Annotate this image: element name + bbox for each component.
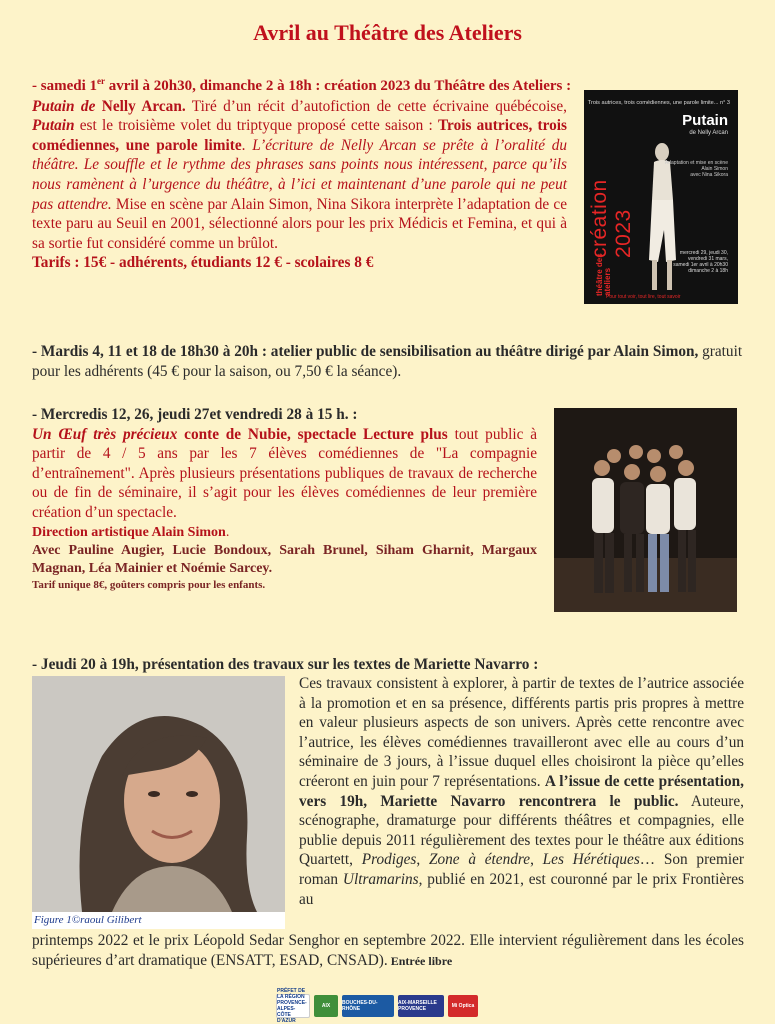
poster-author: de Nelly Arcan — [689, 130, 728, 136]
poster-theatre-label: théâtre des ateliers — [595, 253, 612, 296]
section-atelier: - Mardis 4, 11 et 18 de 18h30 à 20h : atelier public de sensibilisation au théâtre dirigé par Alain Simon, gratuit pour les adhérents (45 € pour la saison, ou 7,50 € la séance). — [32, 343, 743, 380]
poster-footer: Pour tout voir, tout lire, tout savoir — [606, 294, 681, 300]
mariette-navarro-portrait — [32, 676, 285, 929]
group-photo — [554, 408, 737, 612]
partner-logos — [276, 988, 502, 1024]
section-heading: - samedi 1er avril à 20h30, dimanche 2 à 18h : création 2023 du Théâtre des Ateliers : — [32, 76, 572, 94]
prefet-logo: PRÉFET DE LA RÉGION PROVENCE-ALPES-CÔTE D'AZUR — [276, 994, 310, 1018]
cast-list: Avec Pauline Augier, Lucie Bondoux, Sarah Brunel, Siham Gharnit, Margaux Magnan, Léa Mainier et Noémie Sarcey. — [32, 543, 537, 577]
group-photo-illustration — [554, 408, 737, 612]
section-heading: - Mercredis 12, 26, jeudi 27et vendredi 28 à 15 h. : — [32, 406, 358, 423]
portrait-illustration — [32, 676, 285, 912]
aix-logo: AIX — [314, 995, 338, 1017]
bouches-du-rhone-logo: BOUCHES-DU-RHÔNE — [342, 995, 394, 1017]
putain-poster — [584, 90, 738, 304]
poster-title: Putain — [682, 112, 728, 129]
poster-dates: mercredi 29, jeudi 30, vendredi 31 mars, samedi 1er avril à 20h30 dimanche 2 à 18h — [673, 250, 728, 274]
section-oeuf — [32, 405, 537, 592]
page-title: Avril au Théâtre des Ateliers — [253, 20, 522, 45]
section-body: Un Œuf très précieux conte de Nubie, spectacle Lecture plus tout public à partir de 4 / 5 ans par les 7 élèves comédiennes de "La compagnie d’entraînement". Après plusieurs présentations publiques de travaux de recherche ou de fin de séminaire, il s’agit pour les élèves comédiennes de leur première création d’un spectacle. — [32, 425, 538, 521]
tarif-unique: Tarif unique 8€, goûters compris pour les enfants. — [32, 579, 266, 592]
poster-tagline: Trois autrices, trois comédiennes, une parole limite... n° 3 — [587, 100, 730, 106]
direction: Direction artistique Alain Simon. — [32, 524, 230, 540]
poster-credits: Adaptation et mise en scène Alain Simon avec Nina Sikora — [664, 160, 728, 178]
section-navarro-body-continued: printemps 2022 et le prix Léopold Sedar Senghor en septembre 2022. Elle intervient régulièrement dans les écoles supérieures d’art dramatique (ENSATT, ESAD, CNSAD). Entrée libre — [32, 932, 744, 969]
section-navarro-heading: - Jeudi 20 à 19h, présentation des travaux sur les textes de Mariette Navarro : — [32, 656, 539, 673]
section-putain — [32, 72, 572, 273]
tarifs: Tarifs : 15€ - adhérents, étudiants 12 € - scolaires 8 € — [32, 254, 374, 272]
aix-marseille-logo: AIX-MARSEILLE PROVENCE — [398, 995, 444, 1017]
portrait-caption: Figure 1©raoul Gilibert — [32, 912, 285, 929]
poster-creation-label: création 2023 — [588, 179, 635, 258]
section-body: Putain de Nelly Arcan. Tiré d’un récit d’autofiction de cette écrivaine québécoise, Putain est le troisième volet du triptyque proposé cette saison : Trois autrices, trois comédiennes, une parole limite. L’écriture de Nelly Arcan se prête à l’oralité du théâtre. Le souffle et le rythme des phrases sans points nous intéressent, parce qu’ils nous ramènent à l’urgence du théâtre, à l’ici et maintenant d’une parole qui ne peut pas attendre. Mise en scène par Alain Simon, Nina Sikora interprète l’adaptation de ce texte paru au Seuil en 2001, sélectionné alors pour les prix Médicis et Femina, et qui à sa sortie fut considéré comme un brûlot. — [32, 97, 568, 252]
section-navarro-body: Ces travaux consistent à explorer, à partir de textes de l’autrice associée à la promotion et en sa présence, différents partis pris propres à mettre en valeur plusieurs aspects de son univers. Après cette rencontre avec l’autrice, les élèves comédiennes travailleront avec elle au cours d’un séminaire de 3 jours, à l’issue duquel elles choisiront la pièce qu’elles créeront en juin pour 7 représentations. A l’issue de cette présentation, vers 19h, Mariette Navarro rencontrera le public. Auteure, scénographe, dramaturge pour différents théâtres et compagnies, elle publie depuis 2011 régulièrement des textes pour le théâtre aux éditions Quartett, Prodiges, Zone à étendre, Les Hérétiques… Son premier roman Ultramarins, publié en 2021, est couronné par le prix Frontières au — [299, 675, 744, 908]
mi-optica-logo: Mi Optica — [448, 995, 478, 1017]
